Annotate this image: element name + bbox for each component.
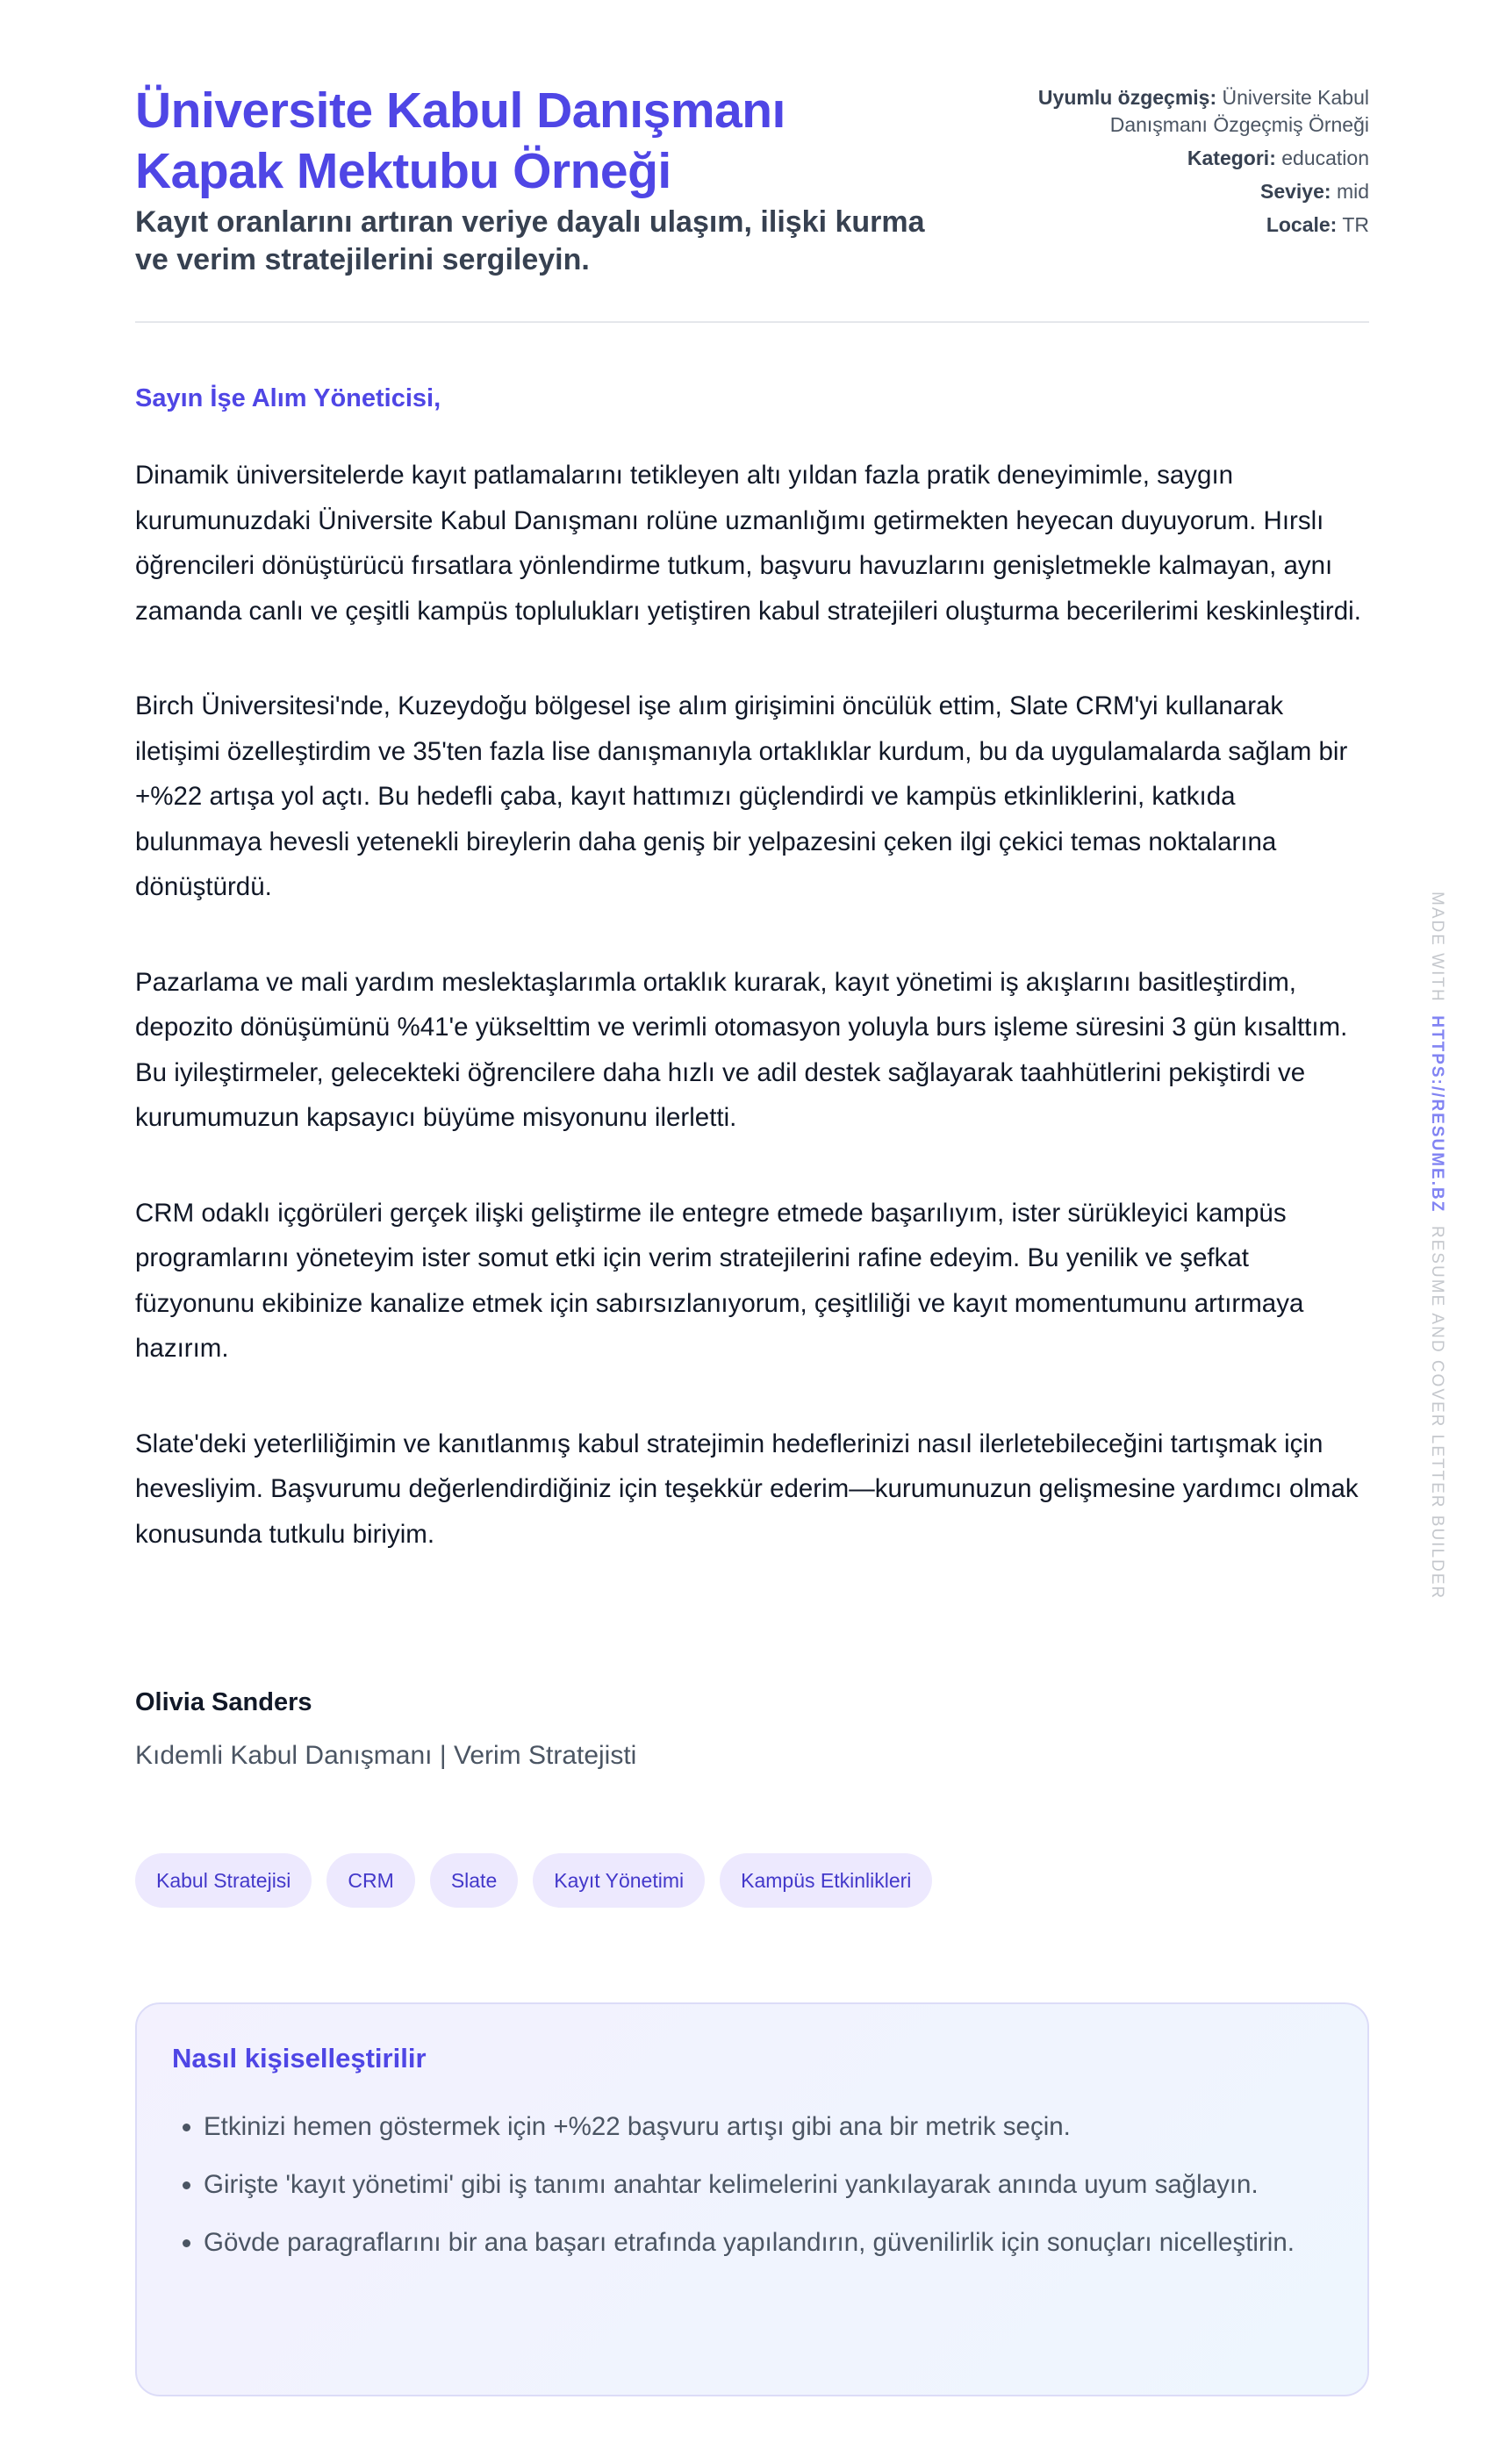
letter-paragraph: CRM odaklı içgörüleri gerçek ilişki geliştirme ile entegre etmede başarılıyım, ister sürükleyici kampüs programlarını yöneteyim ister somut etki için verim stratejilerini rafine edeyim. Bu yenilik ve şefkat füzyonunu ekibinize kanalize etmek için sabırsızlanıyorum, çeşitliliği ve kayıt momentumunu artırmaya hazırım. bbox=[135, 1198, 1304, 1363]
tag: CRM bbox=[326, 1853, 414, 1908]
tag: Slate bbox=[430, 1853, 518, 1908]
meta-category: Kategori: education bbox=[1187, 147, 1369, 169]
letter-body bbox=[135, 453, 1369, 1607]
letter-paragraph: Birch Üniversitesi'nde, Kuzeydoğu bölgesel işe alım girişimini öncülük ettim, Slate CRM'yi kullanarak iletişimi özelleştirdim ve 35'ten fazla lise danışmanıyla ortaklıklar kurdum, bu da uygulamalarda sağlam bir +%22 artışa yol açtı. Bu hedefli çaba, kayıt hattımızı güçlendirdi ve kampüs etkinliklerini, katkıda bulunmaya hevesli yetenekli bireylerin daha geniş bir yelpazesini çeken ilgi çekici temas noktalarına dönüştürdü. bbox=[135, 691, 1348, 901]
signature-name: Olivia Sanders bbox=[135, 1688, 312, 1716]
header bbox=[135, 0, 1369, 323]
tag: Kabul Stratejisi bbox=[135, 1853, 312, 1908]
tag: Kayıt Yönetimi bbox=[533, 1853, 705, 1908]
tips-list bbox=[172, 2104, 1332, 2266]
meta-level: Seviye: mid bbox=[1259, 180, 1369, 203]
tip-item: • Gövde paragraflarını bir ana başarı etrafında yapılandırın, güvenilirlik için sonuçları nicelleştirin. bbox=[204, 2220, 1332, 2266]
watermark bbox=[1425, 892, 1448, 1611]
watermark-prefix: MADE WITH bbox=[1428, 892, 1446, 1003]
signature-title: Kıdemli Kabul Danışmanı | Verim Stratejisti bbox=[135, 1741, 637, 1770]
meta-info bbox=[957, 84, 1369, 245]
personalization-tips bbox=[135, 2002, 1369, 2396]
meta-locale: Locale: TR bbox=[1266, 213, 1369, 236]
tips-heading: Nasıl kişiselleştirilir bbox=[172, 2043, 427, 2074]
letter-paragraph: Pazarlama ve mali yardım meslektaşlarımla ortaklık kurarak, kayıt yönetimi iş akışlarını basitleştirdim, depozito dönüşümünü %41'e yükselttim ve verimli otomasyon yoluyla burs işleme süresini 3 gün kısalttım. Bu iyileştirmeler, gelecekteki öğrencilere daha hızlı ve adil destek sağlayarak taahhütlerini pekiştirdi ve kurumumuzun kapsayıcı büyüme misyonunu ilerletti. bbox=[135, 967, 1348, 1132]
cover-letter-page bbox=[135, 0, 1369, 2257]
watermark-suffix: RESUME AND COVER LETTER BUILDER bbox=[1428, 1225, 1446, 1601]
page-title: Üniversite Kabul Danışmanı Kapak Mektubu Örneği bbox=[135, 82, 785, 199]
tag: Kampüs Etkinlikleri bbox=[720, 1853, 932, 1908]
tag-list bbox=[135, 1853, 932, 1908]
tip-item: • Etkinizi hemen göstermek için +%22 başvuru artışı gibi ana bir metrik seçin. bbox=[204, 2104, 1332, 2150]
meta-compatible-resume: Uyumlu özgeçmiş: Üniversite Kabul Danışmanı Özgeçmiş Örneği bbox=[1037, 86, 1369, 136]
page-subtitle: Kayıt oranlarını artıran veriye dayalı ulaşım, ilişki kurma ve verim stratejilerini sergileyin. bbox=[135, 205, 925, 276]
letter-paragraph: Dinamik üniversitelerde kayıt patlamalarını tetikleyen altı yıldan fazla pratik deneyimimle, saygın kurumunuzdaki Üniversite Kabul Danışmanı rolüne uzmanlığımı getirmekten heyecan duyuyorum. Hırslı öğrencileri dönüştürücü fırsatlara yönlendirme tutkum, başvuru havuzlarını genişletmekle kalmayan, aynı zamanda canlı ve çeşitli kampüs toplulukları yetiştiren kabul stratejileri oluşturma becerilerimi keskinleştirdi. bbox=[135, 461, 1361, 626]
letter-greeting: Sayın İşe Alım Yöneticisi, bbox=[135, 384, 441, 412]
watermark-link[interactable]: HTTPS://RESUME.BZ bbox=[1428, 1015, 1446, 1214]
tip-item: • Girişte 'kayıt yönetimi' gibi iş tanımı anahtar kelimelerini yankılayarak anında uyum sağlayın. bbox=[204, 2162, 1332, 2208]
letter-paragraph: Slate'deki yeterliliğimin ve kanıtlanmış kabul stratejimin hedeflerinizi nasıl ilerletebileceğini tartışmak için hevesliyim. Başvurumu değerlendirdiğiniz için teşekkür ederim—kurumunuzun gelişmesine yardımcı olmak konusunda tutkulu biriyim. bbox=[135, 1429, 1359, 1549]
